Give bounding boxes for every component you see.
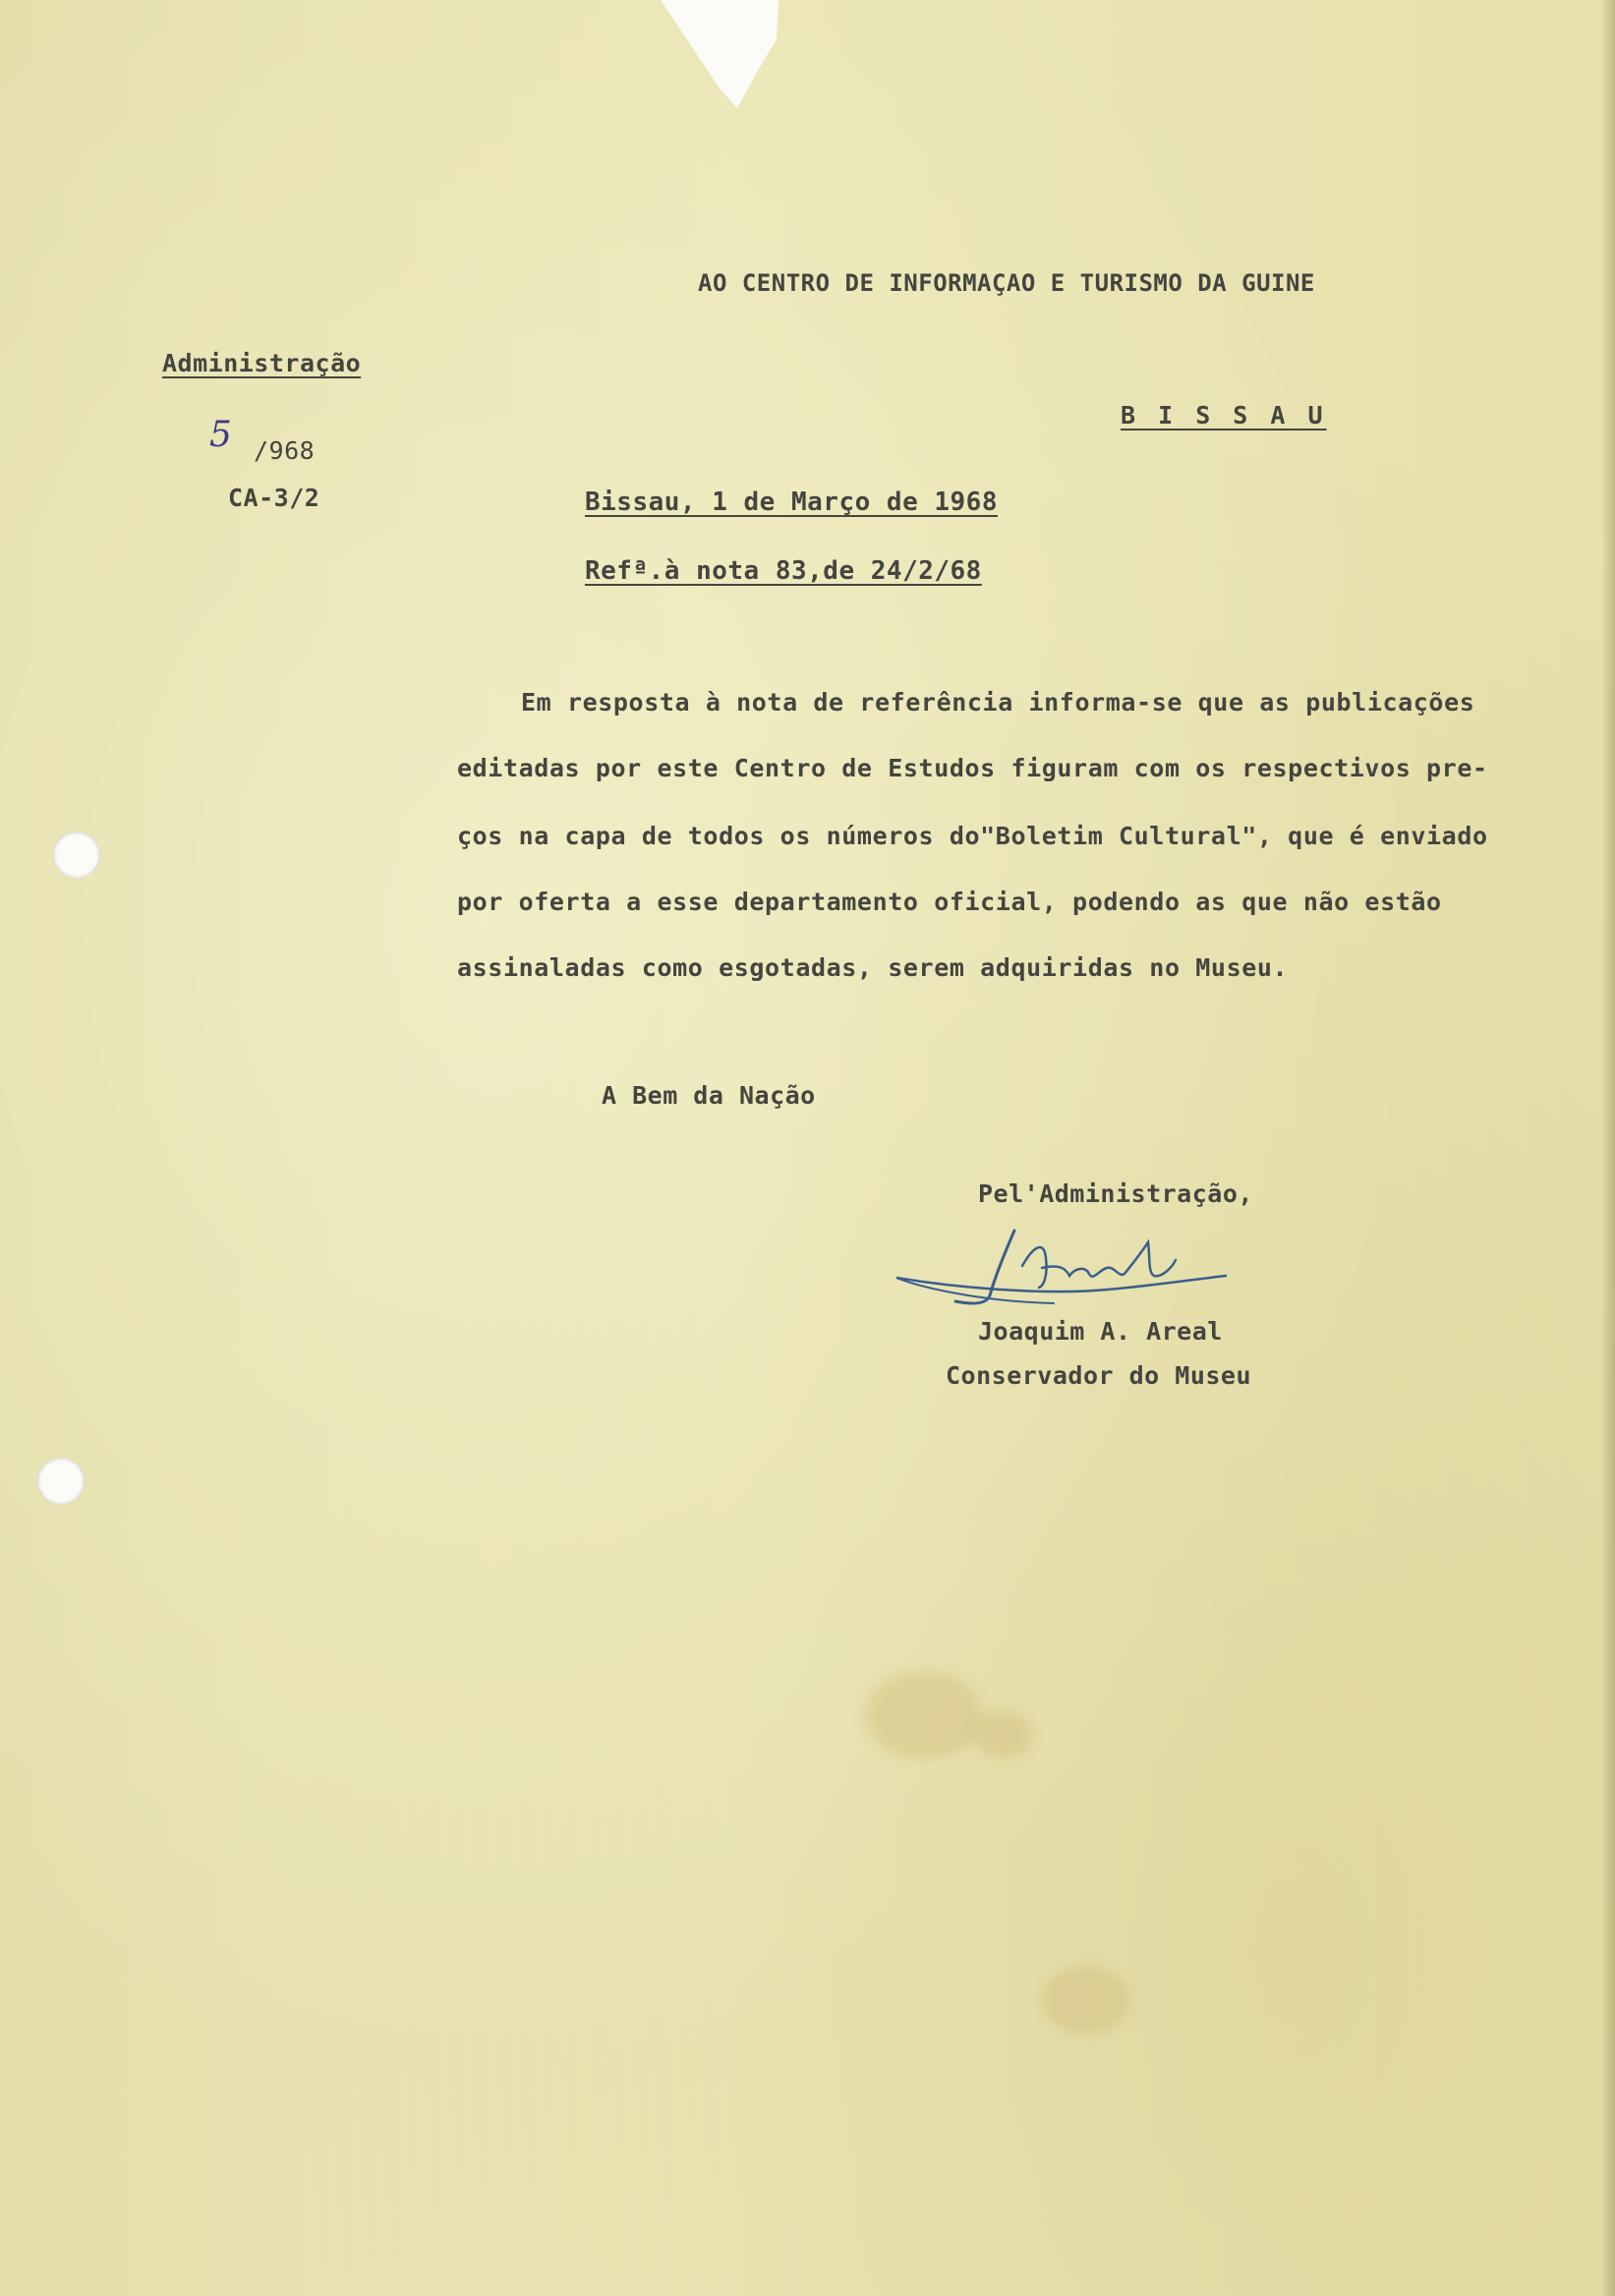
recipient-city: B I S S A U	[1121, 401, 1327, 430]
handwritten-reference-number: 5	[209, 415, 232, 455]
handwritten-signature	[896, 1219, 1240, 1317]
body-line-3: ços na capa de todos os números do"Boletim Cultural", que é enviado	[457, 822, 1488, 850]
body-line-1: Em resposta à nota de referência informa-se que as publicações	[521, 688, 1475, 717]
punch-hole	[53, 832, 100, 879]
file-code: CA-3/2	[228, 484, 320, 512]
punch-hole	[37, 1458, 85, 1505]
body-line-4: por oferta a esse departamento oficial, podendo as que não estão	[457, 888, 1442, 916]
closing-salutation: A Bem da Nação	[602, 1081, 816, 1110]
signoff-line: Pel'Administração,	[978, 1179, 1253, 1208]
body-line-2: editadas por este Centro de Estudos figuram com os respectivos pre-	[457, 754, 1488, 782]
date-line: Bissau, 1 de Março de 1968	[585, 488, 998, 517]
recipient-line: AO CENTRO DE INFORMAÇAO E TURISMO DA GUINE	[698, 269, 1315, 297]
paper-stain	[973, 1710, 1032, 1759]
reference-year: /968	[254, 436, 316, 465]
paper-stain	[865, 1671, 983, 1759]
signatory-name: Joaquim A. Areal	[978, 1317, 1223, 1346]
body-line-5: assinaladas como esgotadas, serem adquiridas no Museu.	[457, 953, 1289, 982]
reference-line: Refª.à nota 83,de 24/2/68	[585, 556, 982, 586]
signatory-title: Conservador do Museu	[946, 1361, 1252, 1390]
paper-stain	[1042, 1966, 1130, 2035]
page-edge	[1601, 0, 1615, 2296]
torn-corner	[661, 0, 779, 118]
sender-department: Administração	[162, 349, 362, 377]
